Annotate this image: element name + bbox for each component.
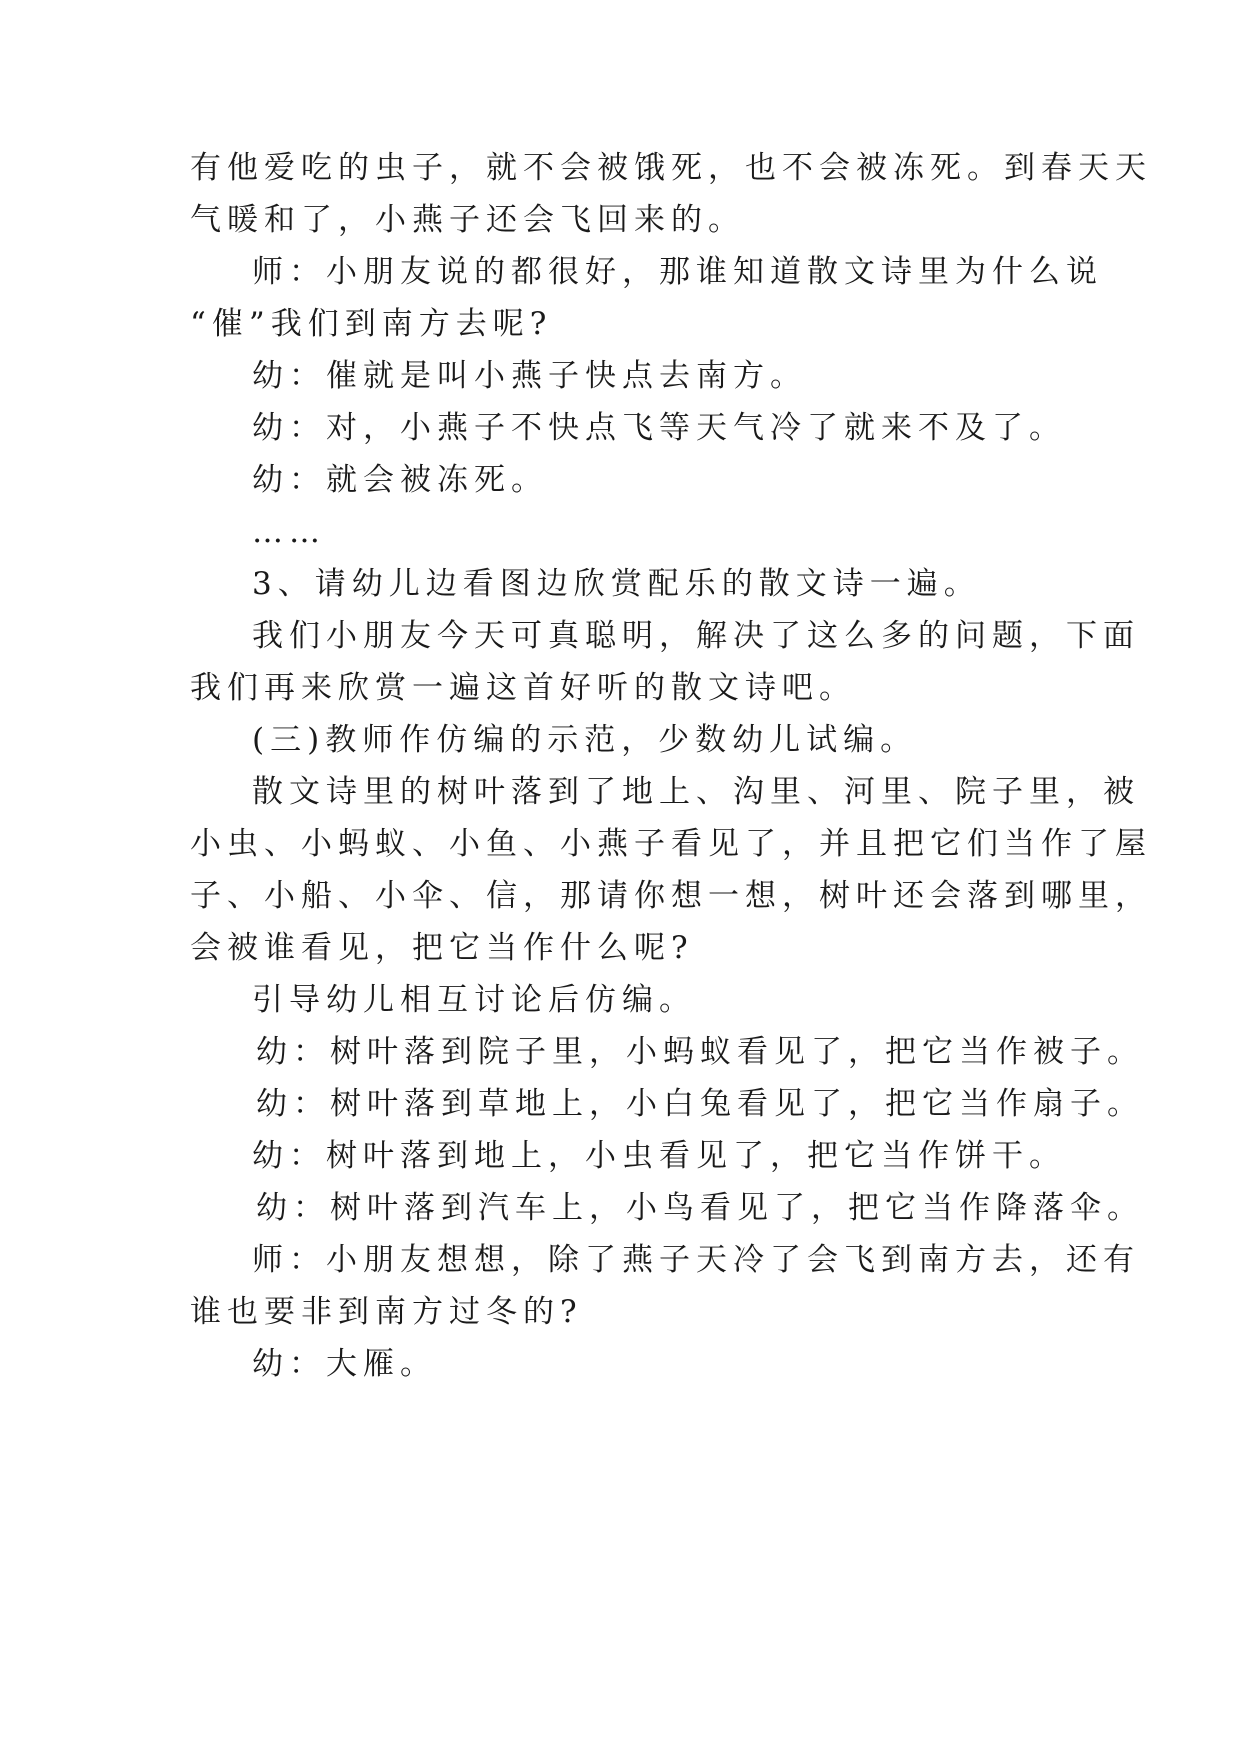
- text-line: 幼：就会被冻死。: [252, 462, 548, 498]
- text-line: 幼：树叶落到草地上，小白兔看见了，把它当作扇子。: [256, 1086, 1144, 1122]
- text-line: “催”我们到南方去呢?: [190, 306, 553, 342]
- text-line: 引导幼儿相互讨论后仿编。: [252, 982, 696, 1018]
- text-line: 幼：对，小燕子不快点飞等天气冷了就来不及了。: [252, 410, 1066, 446]
- text-line: 我们小朋友今天可真聪明，解决了这么多的问题，下面: [252, 618, 1140, 654]
- text-line: 小虫、小蚂蚁、小鱼、小燕子看见了，并且把它们当作了屋: [190, 826, 1152, 862]
- text-line: 会被谁看见，把它当作什么呢?: [190, 930, 694, 966]
- text-line: 幼：树叶落到院子里，小蚂蚁看见了，把它当作被子。: [256, 1034, 1144, 1070]
- text-line: 谁也要非到南方过冬的?: [190, 1294, 583, 1330]
- text-line: 散文诗里的树叶落到了地上、沟里、河里、院子里，被: [252, 774, 1140, 810]
- text-line: 师：小朋友想想，除了燕子天冷了会飞到南方去，还有: [252, 1242, 1140, 1278]
- text-line: 师：小朋友说的都很好，那谁知道散文诗里为什么说: [252, 254, 1103, 290]
- text-line: 子、小船、小伞、信，那请你想一想，树叶还会落到哪里，: [190, 878, 1152, 914]
- text-line: 幼：催就是叫小燕子快点去南方。: [252, 358, 807, 394]
- text-line: 3、请幼儿边看图边欣赏配乐的散文诗一遍。: [252, 566, 981, 602]
- text-line: 幼：大雁。: [252, 1346, 437, 1382]
- text-line: 幼：树叶落到汽车上，小鸟看见了，把它当作降落伞。: [256, 1190, 1144, 1226]
- text-line: 气暖和了，小燕子还会飞回来的。: [190, 202, 745, 238]
- text-line: (三)教师作仿编的示范，少数幼儿试编。: [252, 722, 918, 758]
- text-line: ……: [252, 514, 326, 550]
- text-line: 有他爱吃的虫子，就不会被饿死，也不会被冻死。到春天天: [190, 150, 1152, 186]
- text-line: 我们再来欣赏一遍这首好听的散文诗吧。: [190, 670, 856, 706]
- text-line: 幼：树叶落到地上，小虫看见了，把它当作饼干。: [252, 1138, 1066, 1174]
